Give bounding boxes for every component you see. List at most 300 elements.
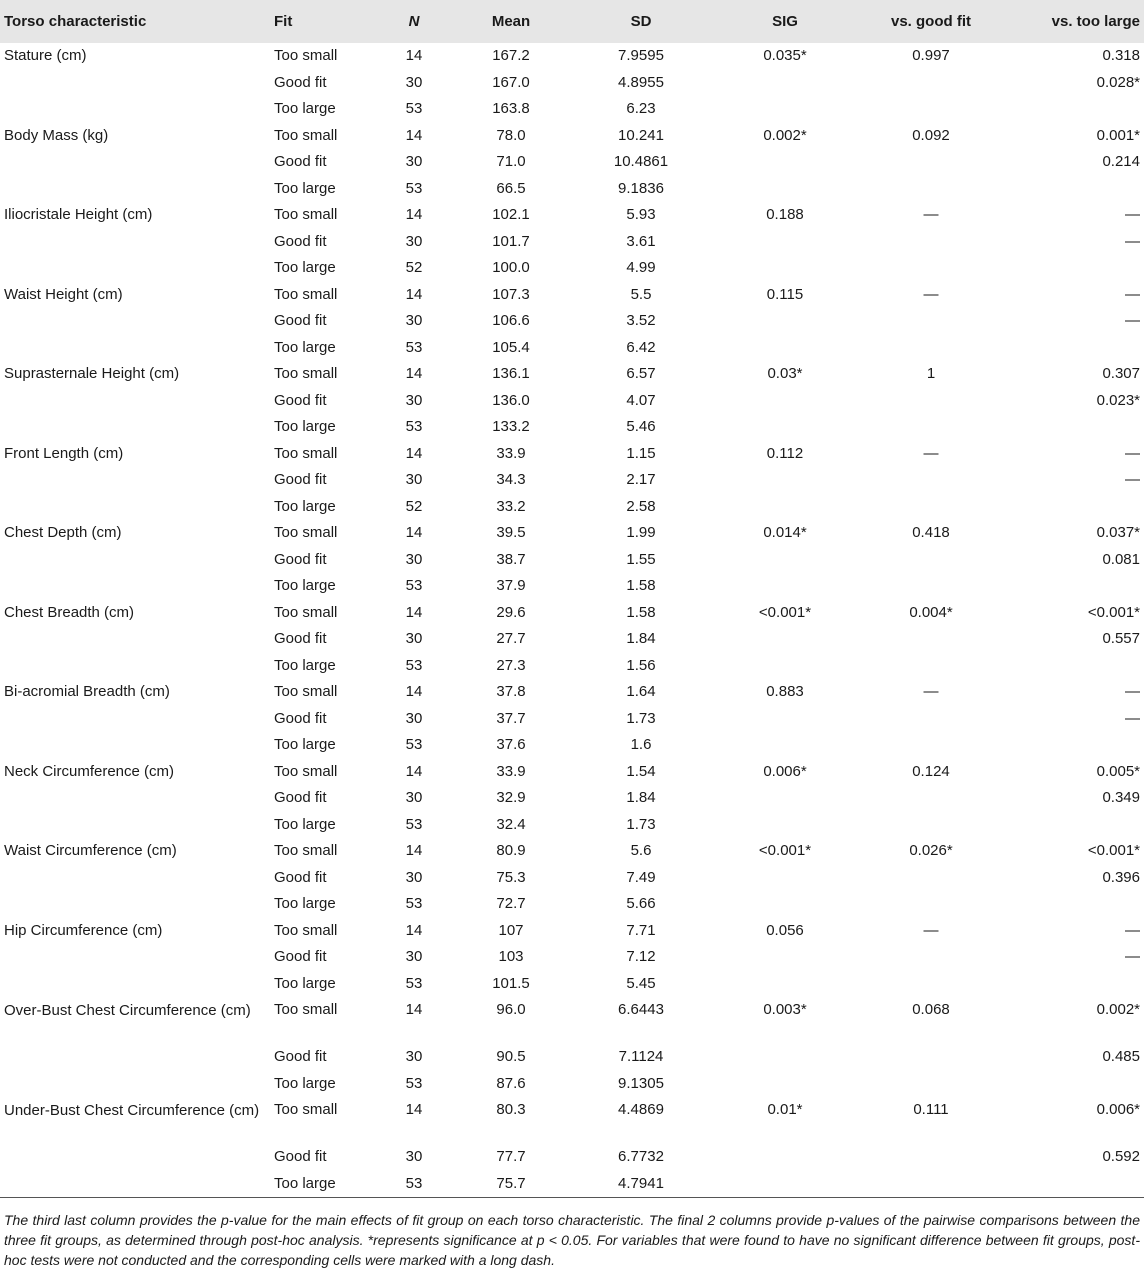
cell-sig: <0.001* — [758, 603, 812, 621]
cell-sig: 0.03* — [767, 365, 803, 382]
cell-sd: 5.6 — [630, 842, 652, 859]
cell-fit: Good fit — [274, 391, 327, 409]
cell-sig — [710, 573, 860, 600]
table-row — [0, 706, 1144, 733]
cell-vs-good-fit: 1 — [926, 365, 936, 382]
cell-characteristic — [0, 414, 266, 441]
cell-mean: 29.6 — [496, 603, 526, 621]
cell-vs-good-fit — [860, 812, 1002, 839]
cell-vs-good-fit: 0.026* — [909, 842, 953, 859]
cell-sd: 9.1836 — [618, 179, 664, 197]
cell-mean: 80.3 — [496, 1101, 526, 1118]
cell-vs-good-fit — [860, 785, 1002, 812]
cell-sd: 10.4861 — [613, 153, 669, 170]
cell-vs-too-large: 0.396 — [1102, 868, 1140, 886]
table-row — [0, 944, 1144, 971]
cell-sig: 0.112 — [766, 444, 804, 462]
cell-fit: Too large — [274, 736, 336, 753]
cell-n: 14 — [405, 921, 423, 939]
cell-n: 14 — [405, 1001, 423, 1018]
table-row — [0, 1171, 1144, 1198]
cell-n: 14 — [405, 285, 423, 303]
table-row — [0, 494, 1144, 521]
cell-mean: 66.5 — [496, 179, 526, 197]
cell-mean: 33.9 — [496, 762, 526, 780]
cell-characteristic — [0, 308, 266, 335]
cell-mean: 106.6 — [492, 312, 530, 329]
cell-n: 30 — [405, 550, 423, 568]
cell-mean: 136.1 — [492, 365, 530, 382]
cell-sd: 6.57 — [626, 365, 656, 382]
cell-characteristic: Chest Breadth (cm) — [4, 603, 135, 621]
cell-mean: 103 — [498, 948, 524, 965]
cell-sig — [710, 732, 860, 759]
cell-n: 30 — [405, 73, 423, 91]
cell-vs-too-large: 0.001* — [1096, 126, 1140, 144]
cell-fit: Too small — [274, 444, 338, 462]
table-row — [0, 997, 1144, 1044]
cell-vs-good-fit — [860, 229, 1002, 256]
cell-mean: 78.0 — [496, 126, 526, 144]
cell-mean: 27.7 — [496, 630, 526, 647]
cell-vs-good-fit — [860, 1171, 1002, 1198]
cell-sig — [710, 626, 860, 653]
cell-n: 30 — [405, 471, 423, 488]
cell-vs-good-fit: 0.124 — [912, 762, 950, 780]
cell-mean: 167.0 — [492, 73, 530, 91]
cell-vs-good-fit — [860, 1144, 1002, 1171]
cell-sig — [710, 1071, 860, 1098]
cell-fit: Too small — [274, 842, 338, 859]
cell-sig: 0.056 — [766, 921, 804, 939]
cell-mean: 136.0 — [492, 391, 530, 409]
cell-fit: Good fit — [274, 630, 327, 647]
cell-sd: 7.71 — [626, 921, 656, 939]
cell-fit: Too small — [274, 921, 338, 939]
cell-sd: 4.07 — [626, 391, 656, 409]
cell-fit: Too large — [274, 577, 336, 594]
cell-sd: 5.46 — [626, 418, 656, 435]
cell-characteristic — [0, 494, 266, 521]
cell-characteristic — [0, 653, 266, 680]
table-row — [0, 43, 1144, 70]
cell-n: 14 — [405, 762, 423, 780]
table-footnote: The third last column provides the p-value for the main effects of fit group on each torso characteristic. The final 2 columns provide p-values of the pairwise comparisons between the three fit groups, as determined through post-hoc analysis. *represents significance at p < 0.05. For variables that were found to have no significant difference between fit groups, post-hoc tests were not conducted and the corresponding cells were marked with a long dash. — [4, 1211, 1140, 1268]
cell-fit: Too small — [274, 126, 338, 144]
table-row — [0, 520, 1144, 547]
cell-vs-too-large: — — [1125, 948, 1140, 965]
cell-characteristic: Front Length (cm) — [4, 444, 124, 462]
cell-vs-good-fit — [860, 494, 1002, 521]
cell-vs-good-fit — [860, 96, 1002, 123]
cell-sd: 6.7732 — [618, 1148, 664, 1165]
cell-vs-too-large — [1002, 96, 1144, 123]
cell-vs-too-large — [1002, 573, 1144, 600]
cell-fit: Good fit — [274, 868, 327, 886]
cell-vs-too-large: — — [1125, 285, 1140, 303]
cell-fit: Good fit — [274, 709, 327, 727]
cell-n: 30 — [405, 232, 423, 250]
table-row — [0, 732, 1144, 759]
cell-vs-good-fit: 0.111 — [913, 1101, 949, 1118]
cell-mean: 37.6 — [496, 736, 526, 753]
cell-vs-too-large — [1002, 653, 1144, 680]
cell-vs-too-large: — — [1125, 683, 1140, 700]
cell-characteristic: Hip Circumference (cm) — [4, 921, 163, 939]
cell-characteristic — [0, 732, 266, 759]
table-row — [0, 600, 1144, 627]
cell-mean: 133.2 — [492, 418, 530, 435]
cell-vs-good-fit: — — [923, 206, 939, 223]
cell-fit: Too large — [274, 656, 336, 674]
table-row — [0, 1097, 1144, 1144]
cell-mean: 90.5 — [496, 1048, 526, 1065]
cell-n: 30 — [405, 789, 423, 806]
table-row — [0, 812, 1144, 839]
cell-fit: Too small — [274, 47, 338, 64]
cell-vs-too-large — [1002, 494, 1144, 521]
cell-mean: 37.9 — [496, 577, 526, 594]
cell-fit: Good fit — [274, 153, 327, 170]
cell-n: 14 — [405, 603, 423, 621]
table-row — [0, 255, 1144, 282]
cell-characteristic: Over-Bust Chest Circumference (cm) — [4, 1002, 251, 1019]
cell-sd: 9.1305 — [618, 1074, 664, 1092]
cell-characteristic — [0, 573, 266, 600]
cell-vs-too-large: 0.307 — [1102, 365, 1140, 382]
header-fit: Fit — [274, 13, 293, 30]
cell-n: 14 — [405, 47, 423, 64]
cell-vs-too-large: 0.318 — [1102, 47, 1140, 64]
cell-sig: 0.883 — [766, 683, 804, 700]
cell-n: 14 — [405, 365, 423, 382]
cell-characteristic — [0, 971, 266, 998]
cell-fit: Good fit — [274, 1048, 327, 1065]
cell-mean: 39.5 — [496, 524, 526, 541]
cell-sd: 2.17 — [626, 471, 656, 488]
cell-vs-too-large: 0.485 — [1102, 1048, 1140, 1065]
cell-vs-too-large: 0.005* — [1096, 762, 1140, 780]
cell-mean: 102.1 — [492, 206, 530, 223]
cell-vs-too-large: 0.002* — [1096, 1001, 1140, 1018]
cell-mean: 107.3 — [492, 285, 530, 303]
cell-vs-too-large: 0.037* — [1096, 524, 1140, 541]
cell-sd: 1.58 — [626, 577, 656, 594]
cell-fit: Too small — [274, 206, 338, 223]
cell-n: 53 — [405, 1074, 423, 1092]
header-sig: SIG — [772, 13, 798, 30]
cell-sd: 5.5 — [630, 285, 652, 303]
cell-vs-too-large: — — [1125, 471, 1140, 488]
table-row — [0, 1044, 1144, 1071]
cell-vs-too-large: 0.081 — [1102, 550, 1140, 568]
table-row — [0, 308, 1144, 335]
cell-fit: Too large — [274, 418, 336, 435]
table-row — [0, 202, 1144, 229]
cell-vs-good-fit — [860, 388, 1002, 415]
cell-mean: 38.7 — [496, 550, 526, 568]
cell-n: 53 — [405, 974, 423, 992]
cell-sd: 1.15 — [626, 444, 656, 462]
cell-sd: 2.58 — [626, 497, 656, 515]
cell-vs-too-large — [1002, 255, 1144, 282]
cell-n: 14 — [405, 524, 423, 541]
header-characteristic: Torso characteristic — [4, 13, 147, 30]
table-row — [0, 335, 1144, 362]
table-body — [0, 43, 1144, 1197]
cell-n: 53 — [405, 895, 423, 912]
cell-vs-good-fit — [860, 573, 1002, 600]
cell-vs-too-large — [1002, 971, 1144, 998]
cell-sig — [710, 812, 860, 839]
cell-sd: 1.6 — [630, 736, 652, 753]
cell-fit: Good fit — [274, 948, 327, 965]
table-row — [0, 785, 1144, 812]
cell-vs-too-large — [1002, 1071, 1144, 1098]
cell-fit: Good fit — [274, 1148, 327, 1165]
cell-sig — [710, 255, 860, 282]
table-row — [0, 70, 1144, 97]
cell-sd: 1.64 — [626, 683, 656, 700]
cell-n: 30 — [405, 1148, 423, 1165]
table-row — [0, 971, 1144, 998]
cell-mean: 80.9 — [496, 842, 526, 859]
header-vs-too-large: vs. too large — [1051, 13, 1140, 30]
cell-fit: Good fit — [274, 550, 327, 568]
cell-sd: 1.99 — [626, 524, 656, 541]
table-row — [0, 759, 1144, 786]
cell-vs-too-large: 0.557 — [1102, 630, 1140, 647]
cell-vs-good-fit — [860, 176, 1002, 203]
cell-fit: Too small — [274, 683, 338, 700]
cell-sig — [710, 229, 860, 256]
cell-mean: 27.3 — [496, 656, 526, 674]
cell-mean: 75.3 — [496, 868, 526, 886]
cell-vs-good-fit — [860, 149, 1002, 176]
cell-vs-good-fit — [860, 335, 1002, 362]
cell-fit: Too large — [274, 1074, 336, 1092]
cell-vs-good-fit — [860, 255, 1002, 282]
cell-sd: 7.49 — [626, 868, 656, 886]
cell-sd: 6.6443 — [618, 1001, 664, 1018]
cell-vs-good-fit: 0.418 — [912, 524, 950, 541]
cell-sig — [710, 414, 860, 441]
cell-vs-too-large: — — [1125, 709, 1140, 727]
cell-sig — [710, 70, 860, 97]
cell-characteristic — [0, 149, 266, 176]
table-row — [0, 865, 1144, 892]
cell-fit: Too small — [274, 285, 338, 303]
cell-mean: 37.8 — [496, 683, 526, 700]
cell-fit: Good fit — [274, 73, 327, 91]
cell-fit: Too small — [274, 1001, 338, 1018]
cell-characteristic — [0, 865, 266, 892]
cell-n: 53 — [405, 100, 423, 117]
cell-fit: Too large — [274, 259, 336, 276]
cell-mean: 101.5 — [492, 974, 530, 992]
cell-vs-too-large: <0.001* — [1087, 603, 1140, 621]
cell-fit: Too large — [274, 100, 336, 117]
cell-characteristic — [0, 1071, 266, 1098]
header-mean: Mean — [491, 13, 531, 30]
cell-n: 30 — [405, 868, 423, 886]
cell-sig — [710, 388, 860, 415]
cell-vs-too-large — [1002, 812, 1144, 839]
cell-sd: 4.7941 — [618, 1174, 664, 1192]
cell-fit: Too large — [274, 895, 336, 912]
cell-sd: 1.84 — [626, 630, 656, 647]
table-row — [0, 123, 1144, 150]
cell-n: 30 — [405, 391, 423, 409]
cell-characteristic — [0, 944, 266, 971]
cell-sig — [710, 1144, 860, 1171]
table-row — [0, 626, 1144, 653]
cell-sig — [710, 335, 860, 362]
cell-vs-too-large: 0.592 — [1102, 1148, 1140, 1165]
cell-fit: Too small — [274, 524, 338, 541]
cell-sig — [710, 971, 860, 998]
cell-fit: Too large — [274, 179, 336, 197]
cell-n: 53 — [405, 418, 423, 435]
cell-sig — [710, 1171, 860, 1198]
cell-characteristic — [0, 812, 266, 839]
cell-fit: Too large — [274, 974, 336, 992]
cell-fit: Too small — [274, 762, 338, 780]
cell-vs-too-large: 0.006* — [1096, 1101, 1140, 1118]
cell-vs-good-fit — [860, 467, 1002, 494]
cell-vs-good-fit: — — [923, 683, 939, 700]
cell-vs-good-fit — [860, 944, 1002, 971]
table-row — [0, 361, 1144, 388]
cell-characteristic — [0, 255, 266, 282]
cell-characteristic: Suprasternale Height (cm) — [4, 365, 180, 382]
cell-vs-good-fit — [860, 547, 1002, 574]
cell-mean: 33.9 — [496, 444, 526, 462]
cell-fit: Too large — [274, 815, 336, 833]
cell-vs-good-fit — [860, 865, 1002, 892]
cell-characteristic: Chest Depth (cm) — [4, 524, 122, 541]
cell-n: 30 — [405, 312, 423, 329]
cell-vs-too-large — [1002, 1171, 1144, 1198]
cell-vs-good-fit: — — [923, 285, 939, 303]
cell-sd: 1.73 — [626, 815, 656, 833]
cell-n: 14 — [405, 842, 423, 859]
cell-vs-too-large: — — [1125, 444, 1140, 462]
table-row — [0, 441, 1144, 468]
cell-mean: 37.7 — [496, 709, 526, 727]
cell-vs-good-fit — [860, 653, 1002, 680]
cell-sig — [710, 891, 860, 918]
table-row — [0, 229, 1144, 256]
cell-vs-good-fit — [860, 732, 1002, 759]
cell-vs-good-fit: 0.068 — [912, 1001, 950, 1018]
cell-vs-too-large — [1002, 335, 1144, 362]
cell-vs-too-large: 0.214 — [1102, 153, 1140, 170]
cell-fit: Good fit — [274, 312, 327, 329]
cell-mean: 107 — [498, 921, 524, 939]
cell-fit: Good fit — [274, 232, 327, 250]
table-row — [0, 388, 1144, 415]
cell-n: 14 — [405, 206, 423, 223]
cell-sig: 0.01* — [767, 1101, 803, 1118]
cell-vs-good-fit — [860, 626, 1002, 653]
cell-characteristic — [0, 891, 266, 918]
cell-fit: Too small — [274, 1101, 338, 1118]
table-row — [0, 176, 1144, 203]
table-row — [0, 1071, 1144, 1098]
cell-vs-too-large: <0.001* — [1087, 842, 1140, 859]
cell-sig — [710, 944, 860, 971]
cell-vs-too-large: — — [1125, 921, 1140, 939]
cell-sd: 7.1124 — [618, 1048, 664, 1065]
cell-sd: 6.42 — [626, 338, 656, 356]
table-row — [0, 96, 1144, 123]
cell-n: 30 — [405, 630, 423, 647]
cell-sd: 4.8955 — [618, 73, 664, 91]
cell-vs-good-fit: 0.092 — [912, 126, 950, 144]
table-row — [0, 653, 1144, 680]
cell-characteristic — [0, 1144, 266, 1171]
cell-sd: 4.4869 — [618, 1101, 664, 1118]
table-row — [0, 467, 1144, 494]
cell-n: 53 — [405, 736, 423, 753]
cell-characteristic — [0, 388, 266, 415]
header-sd: SD — [630, 13, 652, 30]
cell-sig — [710, 653, 860, 680]
cell-mean: 32.9 — [496, 789, 526, 806]
cell-vs-good-fit — [860, 1044, 1002, 1071]
header-row — [0, 0, 1144, 43]
cell-vs-good-fit — [860, 971, 1002, 998]
cell-n: 30 — [405, 153, 423, 170]
cell-sig: 0.115 — [766, 285, 804, 303]
cell-sd: 4.99 — [626, 259, 656, 276]
cell-sig: 0.003* — [763, 1001, 807, 1018]
cell-characteristic — [0, 626, 266, 653]
cell-vs-too-large: — — [1125, 232, 1140, 250]
cell-mean: 101.7 — [492, 232, 530, 250]
cell-mean: 87.6 — [496, 1074, 526, 1092]
cell-characteristic — [0, 176, 266, 203]
cell-fit: Too small — [274, 603, 338, 621]
cell-characteristic: Body Mass (kg) — [4, 126, 109, 144]
cell-vs-too-large — [1002, 176, 1144, 203]
cell-characteristic — [0, 706, 266, 733]
cell-mean: 100.0 — [492, 259, 530, 276]
cell-n: 53 — [405, 1174, 423, 1192]
cell-characteristic: Bi-acromial Breadth (cm) — [4, 683, 170, 700]
cell-sd: 1.56 — [626, 656, 656, 674]
table-row — [0, 282, 1144, 309]
cell-characteristic: Waist Height (cm) — [4, 285, 123, 303]
cell-sd: 7.12 — [626, 948, 656, 965]
cell-n: 52 — [405, 259, 423, 276]
cell-characteristic: Neck Circumference (cm) — [4, 762, 175, 780]
table-row — [0, 547, 1144, 574]
cell-characteristic — [0, 467, 266, 494]
cell-characteristic — [0, 1171, 266, 1198]
cell-fit: Too large — [274, 1174, 336, 1192]
cell-sig — [710, 865, 860, 892]
cell-mean: 163.8 — [492, 100, 530, 117]
cell-n: 53 — [405, 179, 423, 197]
cell-n: 14 — [405, 444, 423, 462]
cell-vs-good-fit — [860, 414, 1002, 441]
cell-sd: 5.93 — [626, 206, 656, 223]
cell-n: 53 — [405, 338, 423, 356]
cell-vs-too-large: — — [1125, 206, 1140, 223]
cell-fit: Too large — [274, 497, 336, 515]
